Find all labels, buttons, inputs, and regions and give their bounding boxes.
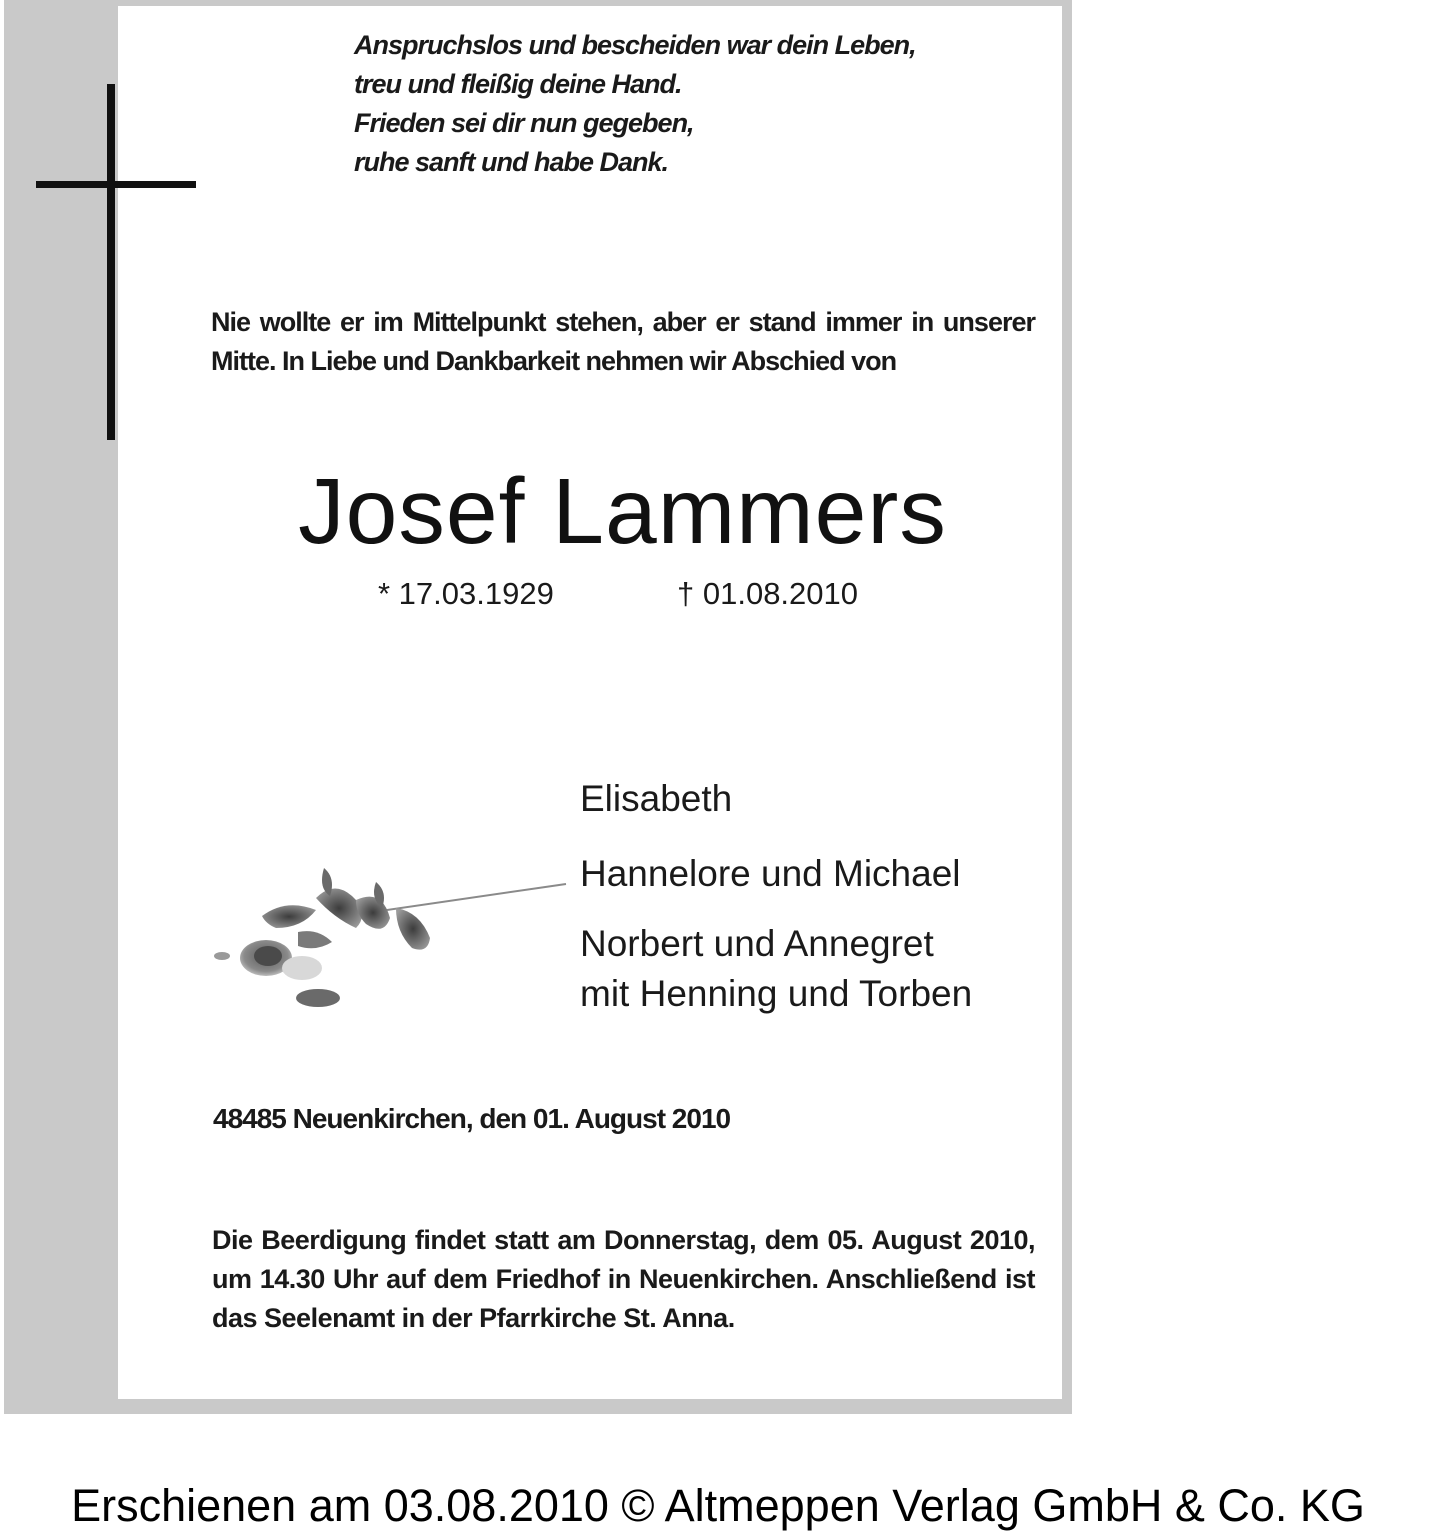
death-date: † 01.08.2010 xyxy=(677,576,859,611)
cross-icon-horizontal-bar xyxy=(36,181,196,188)
family-member: Norbert und Annegret xyxy=(580,923,934,964)
family-member: Elisabeth xyxy=(580,778,733,819)
publication-footer: Erschienen am 03.08.2010 © Altmeppen Verlag GmbH & Co. KG xyxy=(71,1480,1365,1531)
deceased-name: Josef Lammers xyxy=(298,459,947,563)
rose-icon xyxy=(206,858,572,1018)
poem xyxy=(354,26,916,182)
birth-date: * 17.03.1929 xyxy=(378,576,554,611)
poem-line: Anspruchslos und bescheiden war dein Leben, xyxy=(354,30,916,60)
poem-line: Frieden sei dir nun gegeben, xyxy=(354,108,694,138)
family-member: mit Henning und Torben xyxy=(580,973,973,1014)
family-member: Hannelore und Michael xyxy=(580,853,961,894)
place-date: 48485 Neuenkirchen, den 01. August 2010 xyxy=(213,1103,731,1134)
funeral-details: Die Beerdigung findet statt am Donnerstag, dem 05. August 2010, um 14.30 Uhr auf dem Friedhof in Neuenkirchen. Anschließend ist das Seelenamt in der Pfarrkirche St. Anna. xyxy=(212,1225,1035,1333)
poem-line: treu und fleißig deine Hand. xyxy=(354,69,682,99)
obituary-card-paper xyxy=(118,6,1062,1399)
poem-line: ruhe sanft und habe Dank. xyxy=(354,147,669,177)
cross-icon-vertical-bar xyxy=(107,84,115,440)
intro-text: Nie wollte er im Mittelpunkt stehen, aber er stand immer in unserer Mitte. In Liebe und Dankbarkeit nehmen wir Abschied von xyxy=(211,307,1035,376)
